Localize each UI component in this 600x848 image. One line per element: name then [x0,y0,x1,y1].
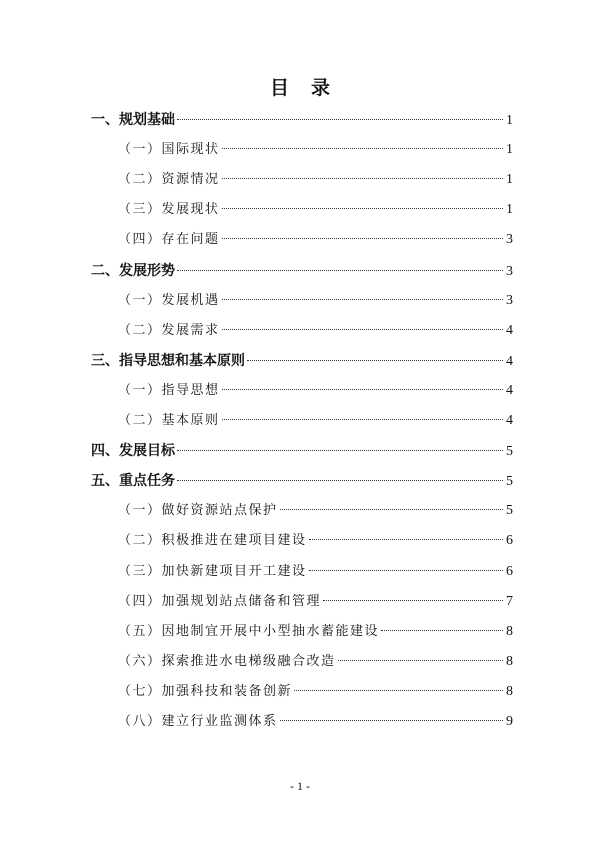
dot-leader [222,389,503,390]
toc-entry-label: 二、发展形势 [91,262,175,279]
toc-subsection-entry[interactable] [118,140,513,160]
toc-entry-label: （一）做好资源站点保护 [118,503,278,519]
toc-entry-label: 五、重点任务 [91,473,175,490]
toc-entry-label: （一）指导思想 [118,382,220,398]
toc-entry-page-number: 1 [506,142,513,158]
toc-entry-label: （二）资源情况 [118,172,220,188]
toc-subsection-entry[interactable] [118,562,513,582]
toc-entry-label: （四）存在问题 [118,232,220,248]
dot-leader [280,720,503,721]
dot-leader [222,329,503,330]
toc-entry-label: （四）加强规划站点储备和管理 [118,593,322,609]
toc-subsection-entry[interactable] [118,321,513,341]
toc-entry-label: （二）积极推进在建项目建设 [118,533,307,549]
dot-leader [222,178,503,179]
dot-leader [323,600,503,601]
dot-leader [222,148,503,149]
toc-entry-label: （三）发展现状 [118,202,220,218]
toc-section-entry[interactable] [91,441,513,461]
toc-entry-label: （一）发展机遇 [118,292,220,308]
toc-entry-page-number: 5 [506,444,513,460]
toc-entry-label: （七）加强科技和装备创新 [118,683,293,699]
toc-entry-label: （八）建立行业监测体系 [118,714,278,729]
page-title [0,76,600,100]
toc-entry-label: （二）发展需求 [118,322,220,338]
toc-entry-page-number: 8 [506,623,513,639]
toc-entry-label: （一）国际现状 [118,142,220,158]
toc-entry-page-number: 5 [506,474,513,490]
dot-leader [177,270,503,271]
dot-leader [222,419,503,420]
dot-leader [177,450,503,451]
toc-entry-page-number: 8 [506,683,513,699]
dot-leader [309,570,503,571]
toc-entry-label: （五）因地制宜开展中小型抽水蓄能建设 [118,623,380,639]
title-char-1: 目 [269,77,289,99]
toc-entry-label: （三）加快新建项目开工建设 [118,563,307,579]
dot-leader [247,360,503,361]
toc-subsection-entry[interactable] [118,411,513,431]
toc-entry-page-number: 5 [506,503,513,519]
toc-section-entry[interactable] [91,351,513,371]
toc-subsection-entry[interactable] [118,592,513,612]
toc-section-entry[interactable] [91,261,513,281]
dot-leader [338,660,503,661]
title-char-2: 录 [311,77,331,99]
toc-entry-page-number: 6 [506,563,513,579]
toc-entry-label: 一、规划基础 [91,112,175,128]
toc-entry-page-number: 1 [506,202,513,218]
toc-subsection-entry[interactable] [118,230,513,250]
toc-entry-page-number: 4 [506,382,513,398]
dot-leader [177,119,503,120]
toc-subsection-entry[interactable] [118,682,513,702]
dot-leader [222,299,503,300]
toc-subsection-entry[interactable] [118,291,513,311]
toc-subsection-entry[interactable] [118,200,513,220]
toc-subsection-entry[interactable] [118,712,513,732]
page-number-footer: - 1 - [290,779,310,793]
dot-leader [222,208,503,209]
toc-entry-page-number: 3 [506,232,513,248]
toc-entry-label: （六）探索推进水电梯级融合改造 [118,653,336,669]
toc-entry-label: 三、指导思想和基本原则 [91,352,245,369]
toc-entry-page-number: 3 [506,263,513,279]
toc-section-entry[interactable] [91,110,513,130]
toc-entry-label: 四、发展目标 [91,443,175,460]
toc-subsection-entry[interactable] [118,170,513,190]
toc-entry-page-number: 4 [506,322,513,338]
toc-entry-page-number: 4 [506,353,513,369]
toc-subsection-entry[interactable] [118,652,513,672]
toc-entry-label: （二）基本原则 [118,413,220,428]
toc-entry-page-number: 1 [506,172,513,188]
dot-leader [294,690,503,691]
dot-leader [280,509,503,510]
toc-entry-page-number: 4 [506,413,513,428]
toc-entry-page-number: 3 [506,292,513,308]
dot-leader [381,630,503,631]
toc-section-entry[interactable] [91,471,513,491]
dot-leader [309,539,503,540]
toc-subsection-entry[interactable] [118,501,513,521]
dot-leader [222,238,503,239]
toc-subsection-entry[interactable] [118,531,513,551]
toc-entry-page-number: 8 [506,653,513,669]
toc-entry-page-number: 7 [506,593,513,609]
toc-entry-page-number: 1 [506,113,513,128]
toc-entry-page-number: 9 [506,714,513,729]
toc-subsection-entry[interactable] [118,381,513,401]
toc-entry-page-number: 6 [506,533,513,549]
toc-subsection-entry[interactable] [118,622,513,642]
dot-leader [177,480,503,481]
